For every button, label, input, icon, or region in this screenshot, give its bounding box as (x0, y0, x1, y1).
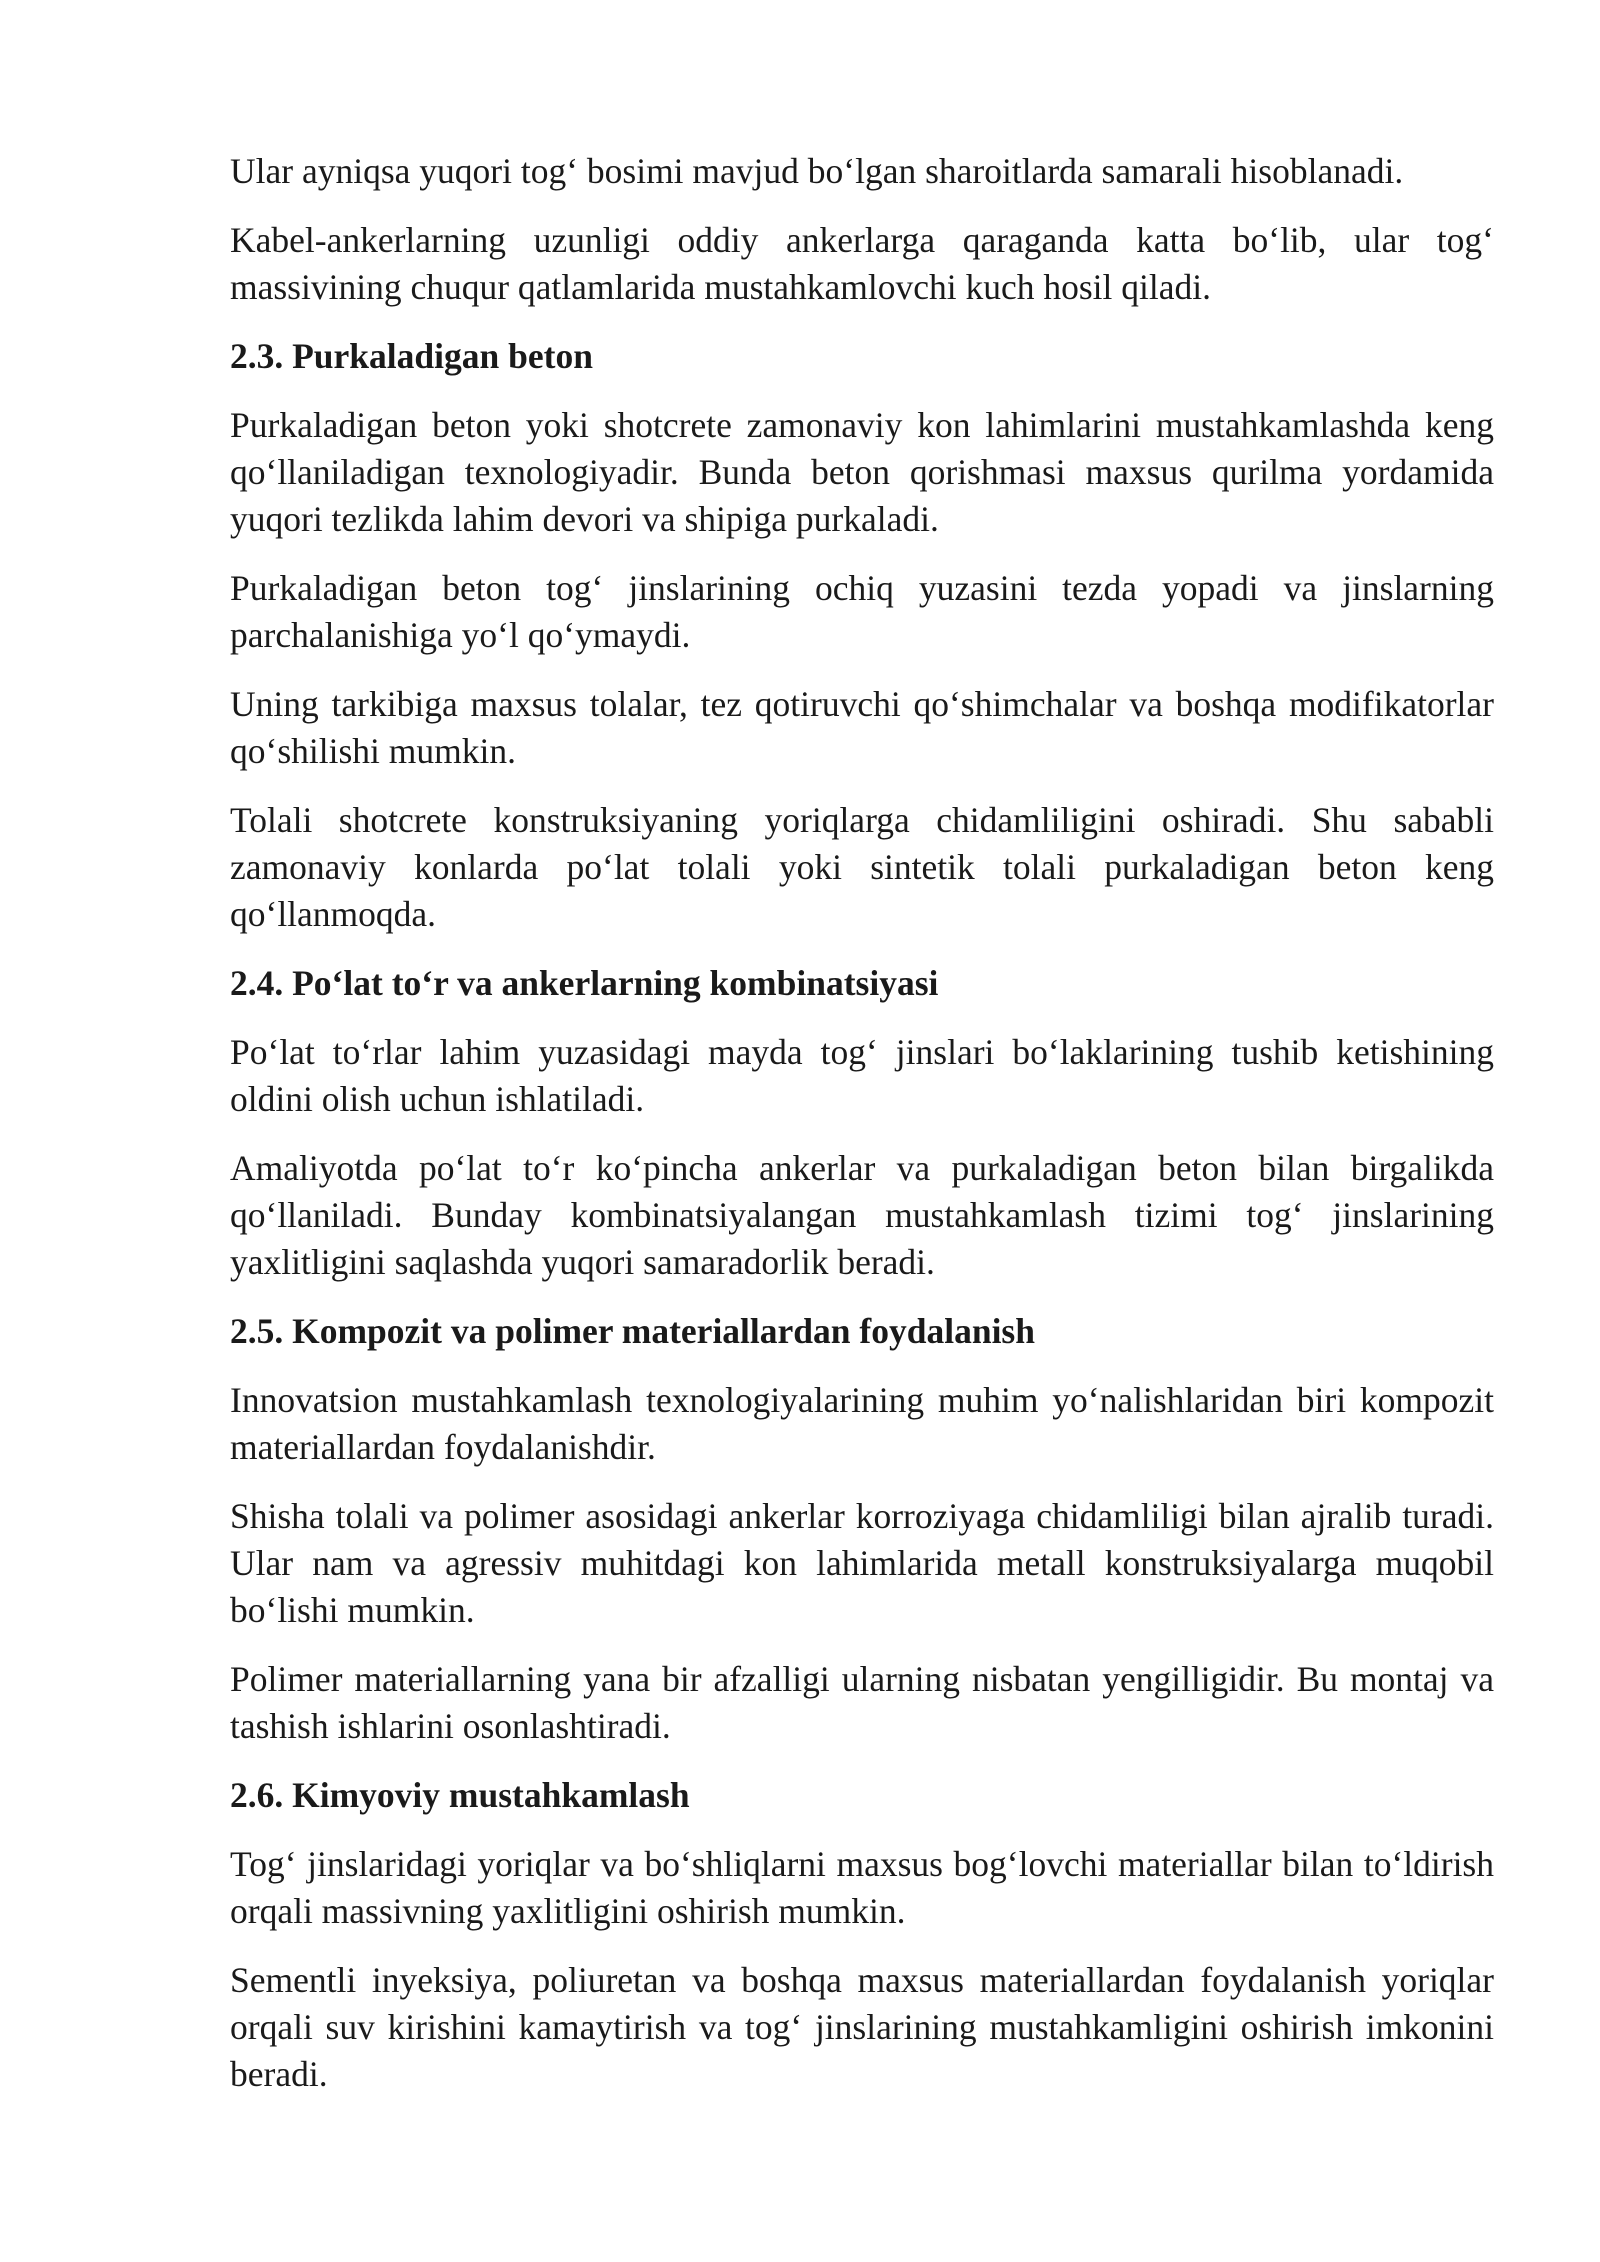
paragraph: Polimer materiallarning yana bir afzalligi ularning nisbatan yengilligidir. Bu montaj va tashish ishlarini osonlashtiradi. (230, 1659, 1494, 1746)
paragraph: Innovatsion mustahkamlash texnologiyalarining muhim yo‘nalishlaridan biri kompozit materiallardan foydalanishdir. (230, 1380, 1494, 1467)
section-heading: 2.5. Kompozit va polimer materiallardan foydalanish (230, 1311, 1035, 1351)
document-page (230, 148, 1494, 2120)
section-heading: 2.4. Po‘lat to‘r va ankerlarning kombinatsiyasi (230, 963, 939, 1003)
paragraph: Purkaladigan beton tog‘ jinslarining ochiq yuzasini tezda yopadi va jinslarning parchalanishiga yo‘l qo‘ymaydi. (230, 568, 1494, 655)
paragraph: Ular ayniqsa yuqori tog‘ bosimi mavjud bo‘lgan sharoitlarda samarali hisoblanadi. (230, 151, 1404, 191)
paragraph: Tog‘ jinslaridagi yoriqlar va bo‘shliqlarni maxsus bog‘lovchi materiallar bilan to‘ldirish orqali massivning yaxlitligini oshirish mumkin. (230, 1844, 1494, 1931)
section-heading: 2.6. Kimyoviy mustahkamlash (230, 1775, 690, 1815)
paragraph: Amaliyotda po‘lat to‘r ko‘pincha ankerlar va purkaladigan beton bilan birgalikda qo‘llaniladi. Bunday kombinatsiyalangan mustahkamlash tizimi tog‘ jinslarining yaxlitligini saqlashda yuqori samaradorlik beradi. (230, 1148, 1494, 1282)
paragraph: Uning tarkibiga maxsus tolalar, tez qotiruvchi qo‘shimchalar va boshqa modifikatorlar qo‘shilishi mumkin. (230, 684, 1494, 771)
paragraph: Purkaladigan beton yoki shotcrete zamonaviy kon lahimlarini mustahkamlashda keng qo‘llaniladigan texnologiyadir. Bunda beton qorishmasi maxsus qurilma yordamida yuqori tezlikda lahim devori va shipiga purkaladi. (230, 405, 1494, 539)
paragraph: Tolali shotcrete konstruksiyaning yoriqlarga chidamliligini oshiradi. Shu sababli zamonaviy konlarda po‘lat tolali yoki sintetik tolali purkaladigan beton keng qo‘llanmoqda. (230, 800, 1494, 934)
section-heading: 2.3. Purkaladigan beton (230, 336, 593, 376)
paragraph: Shisha tolali va polimer asosidagi ankerlar korroziyaga chidamliligi bilan ajralib turadi. Ular nam va agressiv muhitdagi kon lahimlarida metall konstruksiyalarga muqobil bo‘lishi mumkin. (230, 1496, 1494, 1630)
paragraph: Sementli inyeksiya, poliuretan va boshqa maxsus materiallardan foydalanish yoriqlar orqali suv kirishini kamaytirish va tog‘ jinslarining mustahkamligini oshirish imkonini beradi. (230, 1960, 1494, 2094)
paragraph: Po‘lat to‘rlar lahim yuzasidagi mayda tog‘ jinslari bo‘laklarining tushib ketishining oldini olish uchun ishlatiladi. (230, 1032, 1494, 1119)
paragraph: Kabel-ankerlarning uzunligi oddiy ankerlarga qaraganda katta bo‘lib, ular tog‘ massivining chuqur qatlamlarida mustahkamlovchi kuch hosil qiladi. (230, 220, 1494, 307)
